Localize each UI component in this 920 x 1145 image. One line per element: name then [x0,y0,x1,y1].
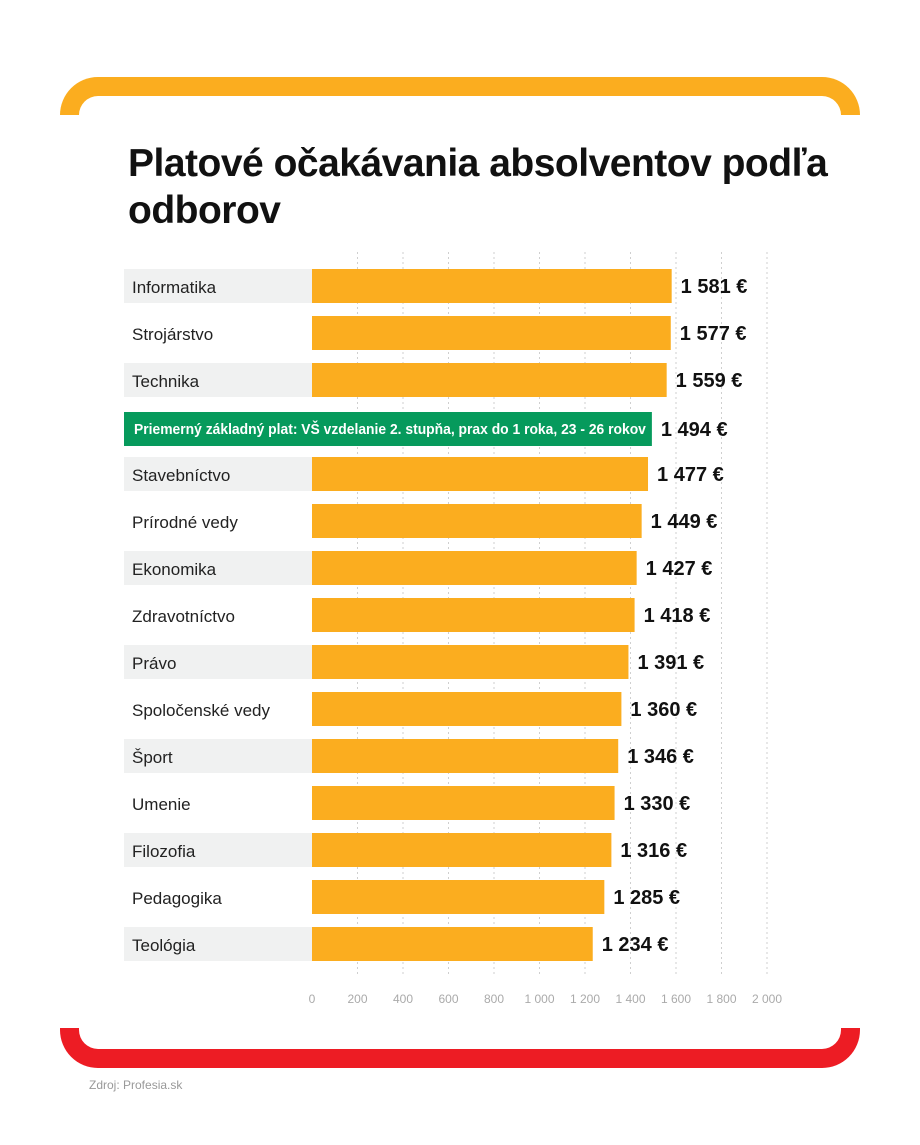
category-label: Pedagogika [132,889,222,908]
category-label: Ekonomika [132,560,217,579]
x-tick-label: 1 800 [706,992,737,1006]
bar [312,363,667,397]
x-tick-label: 1 400 [615,992,646,1006]
category-label: Technika [132,372,200,391]
category-label: Teológia [132,936,196,955]
category-label: Šport [132,748,173,767]
bar [312,927,593,961]
value-label: 1 330 € [623,793,691,815]
bar [312,786,615,820]
value-label: 1 559 € [675,370,743,392]
value-label: 1 577 € [679,323,747,345]
source-note: Zdroj: Profesia.sk [89,1078,183,1092]
bar [312,316,671,350]
bar [312,833,611,867]
x-tick-label: 200 [347,992,368,1006]
value-label: 1 427 € [645,558,713,580]
x-tick-label: 1 600 [660,992,692,1006]
value-label: 1 494 € [660,419,728,441]
bar [312,880,604,914]
category-label: Právo [132,654,177,673]
x-tick-label: 2 000 [751,992,783,1006]
x-tick-label: 1 000 [524,992,555,1006]
value-label: 1 346 € [627,746,694,768]
value-label: 1 581 € [680,276,748,298]
value-label: 1 316 € [620,840,688,862]
bar [312,692,621,726]
category-label: Prírodné vedy [132,513,238,532]
category-label: Informatika [132,278,217,297]
bar [312,551,637,585]
value-label: 1 360 € [630,699,698,721]
category-label: Zdravotníctvo [132,607,235,626]
value-label: 1 477 € [657,464,724,486]
value-label: 1 418 € [643,605,711,627]
bar [312,457,648,491]
bar [312,645,628,679]
value-label: 1 285 € [613,887,681,909]
value-label: 1 234 € [601,934,669,956]
x-tick-label: 600 [438,992,459,1006]
value-label: 1 391 € [637,652,705,674]
bar [312,269,672,303]
x-tick-label: 400 [392,992,414,1006]
x-tick-label: 800 [483,992,505,1006]
category-label: Spoločenské vedy [132,701,270,720]
category-label: Umenie [132,795,191,814]
bar [312,598,635,632]
bar [312,504,642,538]
bar [312,739,618,773]
value-label: 1 449 € [650,511,718,533]
x-tick-label: 1 200 [569,992,601,1006]
x-tick-label: 0 [308,992,316,1006]
chart-title: Platové očakávania absolventov podľa odborov [128,142,828,232]
category-label: Stavebníctvo [132,466,231,485]
category-label: Strojárstvo [132,325,214,344]
category-label: Filozofia [132,842,196,861]
highlight-label: Priemerný základný plat: VŠ vzdelanie 2. stupňa, prax do 1 roka, 23 - 26 rokov [134,422,670,438]
